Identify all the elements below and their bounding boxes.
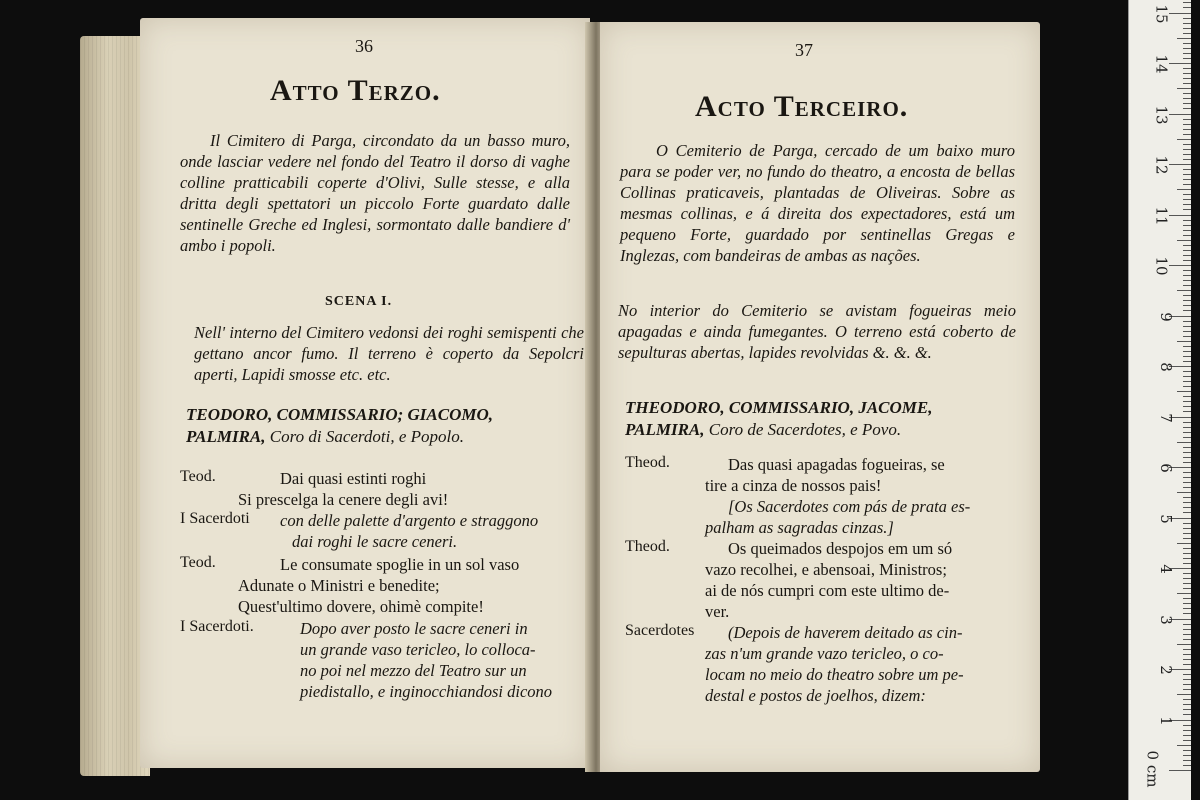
ruler-tick bbox=[1177, 38, 1191, 39]
ruler-tick bbox=[1177, 593, 1191, 594]
ruler-tick bbox=[1177, 694, 1191, 695]
ruler-number: 1 bbox=[1157, 715, 1176, 726]
ruler-tick bbox=[1183, 528, 1191, 529]
ruler-tick bbox=[1183, 649, 1191, 650]
stage-direction-line: Dopo aver posto le sacre ceneri in bbox=[300, 619, 528, 638]
ruler-tick bbox=[1183, 93, 1191, 94]
speaker-label: Teod. bbox=[180, 554, 216, 571]
ruler-tick bbox=[1183, 184, 1191, 185]
speaker-label: Theod. bbox=[625, 454, 670, 471]
ruler-tick bbox=[1177, 391, 1191, 392]
ruler-tick bbox=[1183, 270, 1191, 271]
stage-direction-line: un grande vaso tericleo, lo colloca- bbox=[300, 640, 536, 659]
ruler-number: 8 bbox=[1157, 362, 1176, 372]
stage-direction-line: destal e postos de joelhos, dizem: bbox=[705, 686, 926, 705]
right-page bbox=[600, 22, 1040, 772]
ruler-tick bbox=[1183, 422, 1191, 423]
ruler-tick bbox=[1183, 396, 1191, 397]
ruler-tick bbox=[1183, 573, 1191, 574]
ruler-tick bbox=[1183, 487, 1191, 488]
ruler-tick bbox=[1169, 63, 1191, 64]
cast-name: PALMIRA, bbox=[186, 427, 266, 446]
ruler-number: 12 bbox=[1152, 155, 1171, 175]
stage-direction-line: palham as sagradas cinzas.] bbox=[705, 518, 894, 537]
left-page bbox=[140, 18, 590, 768]
ruler-tick bbox=[1183, 28, 1191, 29]
verse-line: Adunate o Ministri e benedite; bbox=[238, 576, 440, 595]
ruler-number: 7 bbox=[1157, 412, 1176, 423]
ruler-tick bbox=[1183, 533, 1191, 534]
ruler-tick bbox=[1183, 639, 1191, 640]
ruler-tick bbox=[1183, 356, 1191, 357]
ruler-tick bbox=[1169, 114, 1191, 115]
ruler-tick bbox=[1183, 245, 1191, 246]
ruler-tick bbox=[1183, 18, 1191, 19]
verse-line: vazo recolhei, e abensoai, Ministros; bbox=[705, 560, 947, 579]
ruler-tick bbox=[1183, 260, 1191, 261]
ruler-tick bbox=[1169, 164, 1191, 165]
ruler-tick bbox=[1177, 139, 1191, 140]
ruler-tick bbox=[1183, 124, 1191, 125]
ruler-tick bbox=[1183, 371, 1191, 372]
ruler-tick bbox=[1183, 48, 1191, 49]
ruler-number: 5 bbox=[1157, 513, 1176, 524]
ruler-tick bbox=[1183, 553, 1191, 554]
ruler-tick bbox=[1177, 492, 1191, 493]
ruler-tick bbox=[1183, 275, 1191, 276]
ruler-tick bbox=[1183, 295, 1191, 296]
ruler-tick bbox=[1183, 588, 1191, 589]
verse-line: Le consumate spoglie in un sol vaso bbox=[280, 555, 520, 574]
verse-line: Os queimados despojos em um só bbox=[728, 539, 953, 558]
cast-list bbox=[625, 397, 1020, 441]
ruler-tick bbox=[1183, 659, 1191, 660]
ruler-tick bbox=[1183, 149, 1191, 150]
ruler-tick bbox=[1183, 351, 1191, 352]
ruler-tick bbox=[1183, 119, 1191, 120]
setting-description: O Cemiterio de Parga, cercado de um baixo muro para se poder ver, no fundo do theatro, a encosta de bellas Collinas praticaveis, plantadas de Oliveiras. Sobre as mesmas collinas, e á direita dos expectadores, está um pequeno Forte, guardado por sentinellas Gregas e Inglezas, com bandeiras de ambas as nações. bbox=[620, 141, 1015, 265]
ruler-tick bbox=[1183, 376, 1191, 377]
act-title: Acto Terceiro. bbox=[695, 90, 909, 123]
ruler-tick bbox=[1183, 250, 1191, 251]
ruler-number: 6 bbox=[1157, 463, 1176, 473]
ruler-tick bbox=[1183, 255, 1191, 256]
ruler-tick bbox=[1183, 331, 1191, 332]
ruler-tick bbox=[1183, 462, 1191, 463]
cast-line: TEODORO, COMMISSARIO; GIACOMO, bbox=[186, 405, 494, 424]
ruler-tick bbox=[1183, 558, 1191, 559]
ruler-tick bbox=[1183, 437, 1191, 438]
page-number: 37 bbox=[795, 40, 813, 60]
stage-direction-line: (Depois de haverem deitado as cin- bbox=[728, 623, 963, 642]
speaker-label: Sacerdotes bbox=[625, 622, 695, 639]
ruler-tick bbox=[1183, 159, 1191, 160]
ruler-tick bbox=[1183, 194, 1191, 195]
ruler-tick bbox=[1183, 43, 1191, 44]
open-book bbox=[80, 18, 1060, 788]
ruler-tick bbox=[1177, 240, 1191, 241]
ruler-tick bbox=[1183, 523, 1191, 524]
verse-line: ver. bbox=[705, 602, 730, 621]
cast-list bbox=[186, 404, 566, 448]
speaker-label: I Sacerdoti. bbox=[180, 618, 254, 635]
stage-direction-line: [Os Sacerdotes com pás de prata es- bbox=[728, 497, 971, 516]
ruler-tick bbox=[1169, 265, 1191, 266]
ruler-tick bbox=[1183, 634, 1191, 635]
verse-line: ai de nós cumpri com este ultimo de- bbox=[705, 581, 950, 600]
ruler-tick bbox=[1183, 381, 1191, 382]
verse-line: tire a cinza de nossos pais! bbox=[705, 476, 882, 495]
ruler-tick bbox=[1183, 310, 1191, 311]
ruler-tick bbox=[1183, 750, 1191, 751]
ruler-tick bbox=[1183, 497, 1191, 498]
scene-heading: SCENA I. bbox=[325, 294, 393, 309]
ruler-tick bbox=[1183, 664, 1191, 665]
ruler-tick bbox=[1183, 98, 1191, 99]
ruler-tick bbox=[1183, 689, 1191, 690]
ruler-number: 3 bbox=[1157, 614, 1176, 625]
ruler-tick bbox=[1183, 83, 1191, 84]
ruler-tick bbox=[1183, 285, 1191, 286]
ruler-tick bbox=[1177, 88, 1191, 89]
ruler-tick bbox=[1183, 629, 1191, 630]
ruler-tick bbox=[1177, 290, 1191, 291]
ruler-tick bbox=[1183, 507, 1191, 508]
ruler-number: 15 bbox=[1152, 3, 1171, 24]
ruler-tick bbox=[1183, 699, 1191, 700]
ruler-tick bbox=[1183, 78, 1191, 79]
ruler-tick bbox=[1183, 755, 1191, 756]
ruler-tick bbox=[1183, 23, 1191, 24]
ruler-tick bbox=[1183, 608, 1191, 609]
ruler-tick bbox=[1177, 745, 1191, 746]
ruler-tick bbox=[1183, 134, 1191, 135]
ruler-tick bbox=[1177, 189, 1191, 190]
ruler-number: 14 bbox=[1152, 54, 1171, 74]
ruler-tick bbox=[1183, 53, 1191, 54]
ruler-tick bbox=[1183, 300, 1191, 301]
ruler-tick bbox=[1183, 730, 1191, 731]
stage-direction-line: con delle palette d'argento e straggono bbox=[280, 511, 539, 530]
cast-line: THEODORO, COMMISSARIO, JACOME, bbox=[625, 398, 933, 417]
speaker-label: Theod. bbox=[625, 538, 670, 555]
ruler-tick bbox=[1183, 613, 1191, 614]
ruler-tick bbox=[1183, 583, 1191, 584]
ruler-tick bbox=[1177, 543, 1191, 544]
ruler-tick bbox=[1177, 341, 1191, 342]
ruler-tick bbox=[1183, 709, 1191, 710]
ruler-tick bbox=[1183, 401, 1191, 402]
ruler-tick bbox=[1183, 230, 1191, 231]
ruler-tick bbox=[1183, 209, 1191, 210]
ruler-tick bbox=[1183, 204, 1191, 205]
ruler-tick bbox=[1183, 472, 1191, 473]
ruler-tick bbox=[1183, 760, 1191, 761]
ruler-tick bbox=[1183, 103, 1191, 104]
ruler-tick bbox=[1183, 447, 1191, 448]
stage-direction-line: dai roghi le sacre ceneri. bbox=[292, 532, 458, 551]
stage-direction-line: piedistallo, e inginocchiandosi dicono bbox=[300, 682, 553, 701]
ruler-tick bbox=[1169, 13, 1191, 14]
ruler-tick bbox=[1183, 654, 1191, 655]
ruler-tick bbox=[1183, 144, 1191, 145]
cast-rest: Coro de Sacerdotes, e Povo. bbox=[708, 420, 902, 439]
ruler-number: 11 bbox=[1152, 205, 1171, 226]
ruler-tick bbox=[1183, 336, 1191, 337]
ruler-tick bbox=[1183, 174, 1191, 175]
verse-line: Quest'ultimo dovere, ohimè compite! bbox=[238, 597, 484, 616]
speaker-label: Teod. bbox=[180, 468, 216, 485]
ruler-tick bbox=[1183, 538, 1191, 539]
ruler-tick bbox=[1183, 68, 1191, 69]
ruler-tick bbox=[1177, 644, 1191, 645]
cast-name: PALMIRA, bbox=[625, 420, 705, 439]
ruler-tick bbox=[1183, 548, 1191, 549]
speaker-label: I Sacerdoti bbox=[180, 510, 250, 527]
ruler-tick bbox=[1183, 129, 1191, 130]
ruler-tick bbox=[1183, 73, 1191, 74]
ruler-tick bbox=[1183, 502, 1191, 503]
ruler-tick bbox=[1183, 765, 1191, 766]
ruler-tick bbox=[1183, 361, 1191, 362]
ruler-tick bbox=[1183, 674, 1191, 675]
measurement-ruler bbox=[1128, 0, 1191, 800]
ruler-number: 13 bbox=[1152, 104, 1171, 125]
stage-direction: No interior do Cemiterio se avistam fogueiras meio apagadas e ainda fumegantes. O terreno está coberto de sepulturas abertas, lapides revolvidas &. &. &. bbox=[618, 301, 1016, 362]
stage-direction-line: locam no meio do theatro sobre um pe- bbox=[705, 665, 964, 684]
ruler-tick bbox=[1183, 220, 1191, 221]
stage-direction-line: zas n'um grande vazo tericleo, o co- bbox=[705, 644, 944, 663]
ruler-tick bbox=[1183, 235, 1191, 236]
ruler-tick bbox=[1183, 2, 1191, 3]
ruler-tick bbox=[1183, 684, 1191, 685]
ruler-tick bbox=[1183, 7, 1191, 8]
ruler-tick bbox=[1183, 169, 1191, 170]
ruler-tick bbox=[1169, 770, 1191, 771]
ruler-tick bbox=[1183, 432, 1191, 433]
ruler-number: 2 bbox=[1157, 665, 1176, 675]
ruler-tick bbox=[1183, 452, 1191, 453]
ruler-tick bbox=[1183, 108, 1191, 109]
cast-line bbox=[625, 419, 1020, 441]
ruler-tick bbox=[1183, 305, 1191, 306]
cast-rest: Coro di Sacerdoti, e Popolo. bbox=[269, 427, 464, 446]
ruler-tick bbox=[1183, 199, 1191, 200]
cast-line bbox=[186, 426, 566, 448]
ruler-tick bbox=[1183, 321, 1191, 322]
ruler-tick bbox=[1183, 740, 1191, 741]
verse-line: Das quasi apagadas fogueiras, se bbox=[728, 455, 945, 474]
ruler-tick bbox=[1183, 326, 1191, 327]
ruler-tick bbox=[1183, 714, 1191, 715]
ruler-tick bbox=[1177, 442, 1191, 443]
ruler-tick bbox=[1183, 735, 1191, 736]
ruler-tick bbox=[1183, 563, 1191, 564]
ruler-tick bbox=[1183, 679, 1191, 680]
ruler-tick bbox=[1183, 406, 1191, 407]
ruler-tick bbox=[1183, 482, 1191, 483]
ruler-tick bbox=[1183, 624, 1191, 625]
ruler-tick bbox=[1183, 386, 1191, 387]
ruler-tick bbox=[1183, 598, 1191, 599]
ruler-tick bbox=[1183, 477, 1191, 478]
ruler-tick bbox=[1169, 215, 1191, 216]
ruler-tick bbox=[1183, 58, 1191, 59]
stage-direction: Nell' interno del Cimitero vedonsi dei roghi semispenti che gettano ancor fumo. Il terreno è coperto da Sepolcri aperti, Lapidi smosse etc. etc. bbox=[194, 323, 584, 384]
ruler-number: 9 bbox=[1157, 311, 1176, 322]
setting-description: Il Cimitero di Parga, circondato da un basso muro, onde lasciar vedere nel fondo del Teatro il dorso di vaghe colline pratticabili coperte d'Olivi, Sulle stesse, e alla dritta degli spettatori un piccolo Forte guardato dalle sentinelle Greche ed Inglesi, sormontato dalle bandiere d' ambo i popoli. bbox=[180, 131, 570, 255]
ruler-tick bbox=[1183, 411, 1191, 412]
ruler-tick bbox=[1183, 33, 1191, 34]
ruler-tick bbox=[1183, 225, 1191, 226]
ruler-unit-label: 0 cm bbox=[1143, 750, 1162, 788]
ruler-tick bbox=[1183, 346, 1191, 347]
ruler-tick bbox=[1183, 578, 1191, 579]
ruler-tick bbox=[1183, 603, 1191, 604]
ruler-tick bbox=[1183, 725, 1191, 726]
ruler-tick bbox=[1183, 179, 1191, 180]
ruler-number: 10 bbox=[1152, 256, 1171, 276]
verse-line: Dai quasi estinti roghi bbox=[280, 469, 427, 488]
ruler-tick bbox=[1183, 457, 1191, 458]
ruler-tick bbox=[1183, 154, 1191, 155]
stage-direction-line: no poi nel mezzo del Teatro sur un bbox=[300, 661, 527, 680]
act-title: Atto Terzo. bbox=[270, 74, 441, 107]
ruler-number: 4 bbox=[1157, 564, 1176, 574]
ruler-tick bbox=[1183, 704, 1191, 705]
page-number: 36 bbox=[355, 36, 373, 56]
verse-line: Si prescelga la cenere degli avi! bbox=[238, 490, 449, 509]
ruler-tick bbox=[1183, 280, 1191, 281]
ruler-tick bbox=[1183, 427, 1191, 428]
ruler-tick bbox=[1183, 512, 1191, 513]
